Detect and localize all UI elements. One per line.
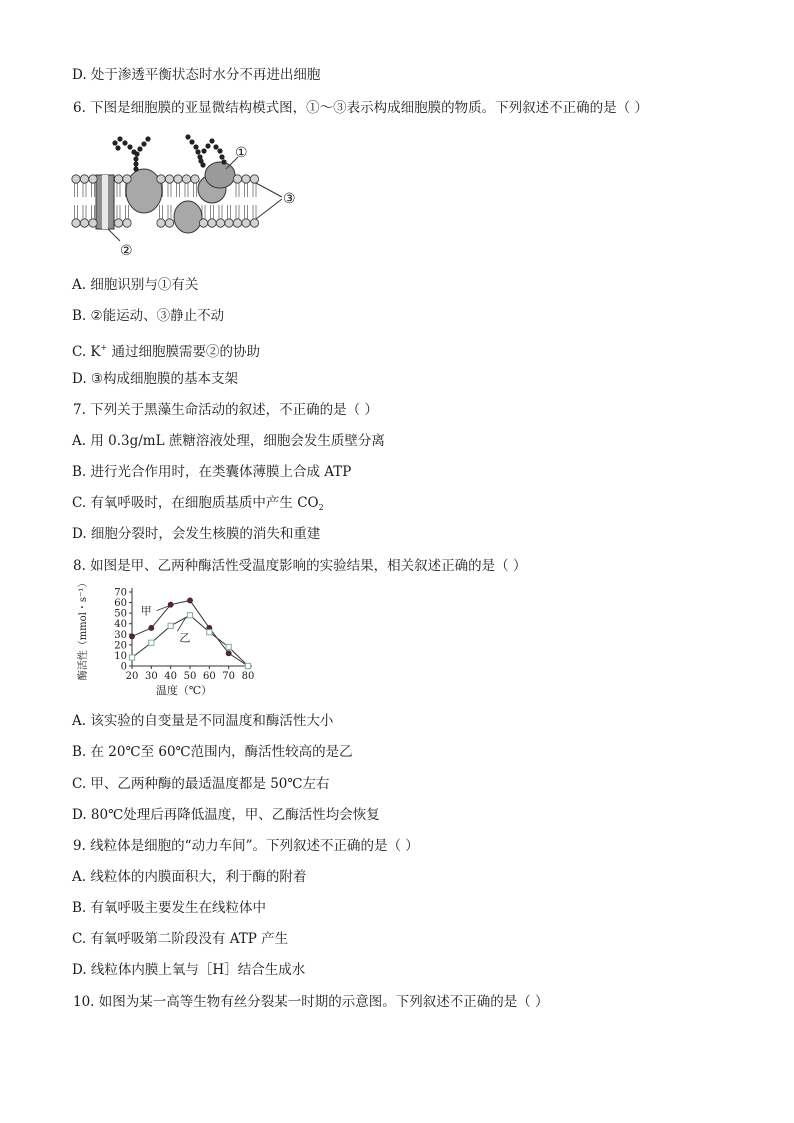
enzyme-activity-chart <box>70 580 270 698</box>
q10-stem: 10. 如图为某一高等生物有丝分裂某一时期的示意图。下列叙述不正确的是（ ） <box>73 994 549 1010</box>
q8-option-d: D. 80℃处理后再降低温度，甲、乙酶活性均会恢复 <box>72 807 380 823</box>
q8-option-a: A. 该实验的自变量是不同温度和酶活性大小 <box>72 713 334 729</box>
q7-option-d: D. 细胞分裂时，会发生核膜的消失和重建 <box>72 526 321 542</box>
q7-stem: 7. 下列关于黑藻生命活动的叙述，不正确的是（ ） <box>73 402 378 418</box>
q9-option-a: A. 线粒体的内膜面积大，利于酶的附着 <box>72 869 307 885</box>
y-tick-label: 20 <box>114 640 127 652</box>
membrane-protein <box>174 201 202 233</box>
y-tick-label: 50 <box>114 608 127 620</box>
x-tick-label: 50 <box>183 671 197 682</box>
data-point <box>149 625 154 630</box>
x-tick-label: 70 <box>222 671 236 682</box>
data-point <box>168 602 173 607</box>
q7-option-a: A. 用 0.3g/mL 蔗糖溶液处理，细胞会发生质壁分离 <box>72 433 385 449</box>
data-point <box>245 663 250 668</box>
q9-option-b: B. 有氧呼吸主要发生在线粒体中 <box>72 900 267 916</box>
label-2: ② <box>120 243 133 259</box>
q6-option-c: C. K+ 通过细胞膜需要②的协助 <box>72 343 261 360</box>
y-tick-label: 70 <box>114 587 127 599</box>
q7-option-b: B. 进行光合作用时，在类囊体薄膜上合成 ATP <box>72 464 352 480</box>
data-point <box>168 623 173 628</box>
x-tick-label: 80 <box>241 671 255 682</box>
data-point <box>149 640 154 645</box>
y-tick-label: 60 <box>114 598 127 610</box>
y-axis-label: 酶活性（mmol・s⁻¹） <box>78 580 89 681</box>
q8-option-c: C. 甲、乙两种酶的最适温度都是 50℃左右 <box>72 776 330 792</box>
data-point <box>207 630 212 635</box>
data-point <box>226 644 231 649</box>
q6-option-a: A. 细胞识别与①有关 <box>72 277 199 293</box>
membrane-protein <box>126 169 162 213</box>
q6-stem: 6. 下图是细胞膜的亚显微结构模式图，①～③表示构成细胞膜的物质。下列叙述不正确的是（ ） <box>73 100 648 116</box>
q9-stem: 9. 线粒体是细胞的“动力车间”。下列叙述不正确的是（ ） <box>73 838 419 854</box>
data-point <box>129 634 134 639</box>
q6-option-d: D. ③构成细胞膜的基本支架 <box>72 371 239 387</box>
q6-option-b: B. ②能运动、③静止不动 <box>72 308 225 324</box>
x-axis-label: 温度（℃） <box>155 684 213 697</box>
x-tick-label: 20 <box>125 671 139 682</box>
cell-membrane-figure <box>70 131 310 261</box>
data-point <box>187 598 192 603</box>
label-3: ③ <box>283 191 296 207</box>
data-point <box>226 651 231 656</box>
q9-option-d: D. 线粒体内膜上氧与［H］结合生成水 <box>72 962 306 978</box>
y-tick-label: 10 <box>114 650 127 662</box>
q8-stem: 8. 如图是甲、乙两种酶活性受温度影响的实验结果，相关叙述正确的是（ ） <box>73 558 527 574</box>
y-tick-label: 0 <box>120 661 127 673</box>
q8-option-b: B. 在 20℃至 60℃范围内，酶活性较高的是乙 <box>72 744 353 760</box>
q9-option-c: C. 有氧呼吸第二阶段没有 ATP 产生 <box>72 931 289 947</box>
label-1: ① <box>235 145 248 161</box>
y-tick-label: 30 <box>114 629 127 641</box>
q5-option-d: D. 处于渗透平衡状态时水分不再进出细胞 <box>72 67 321 83</box>
x-tick-label: 30 <box>144 671 158 682</box>
x-tick-label: 60 <box>202 671 216 682</box>
data-point <box>129 655 134 660</box>
q7-option-c: C. 有氧呼吸时，在细胞质基质中产生 $CO_2$ <box>72 495 324 512</box>
y-tick-label: 40 <box>114 619 127 631</box>
data-point <box>187 613 192 618</box>
series-label-jia: 甲 <box>140 604 152 618</box>
glycoprotein <box>205 162 235 188</box>
series-label-yi: 乙 <box>179 631 191 645</box>
x-tick-label: 40 <box>164 671 178 682</box>
